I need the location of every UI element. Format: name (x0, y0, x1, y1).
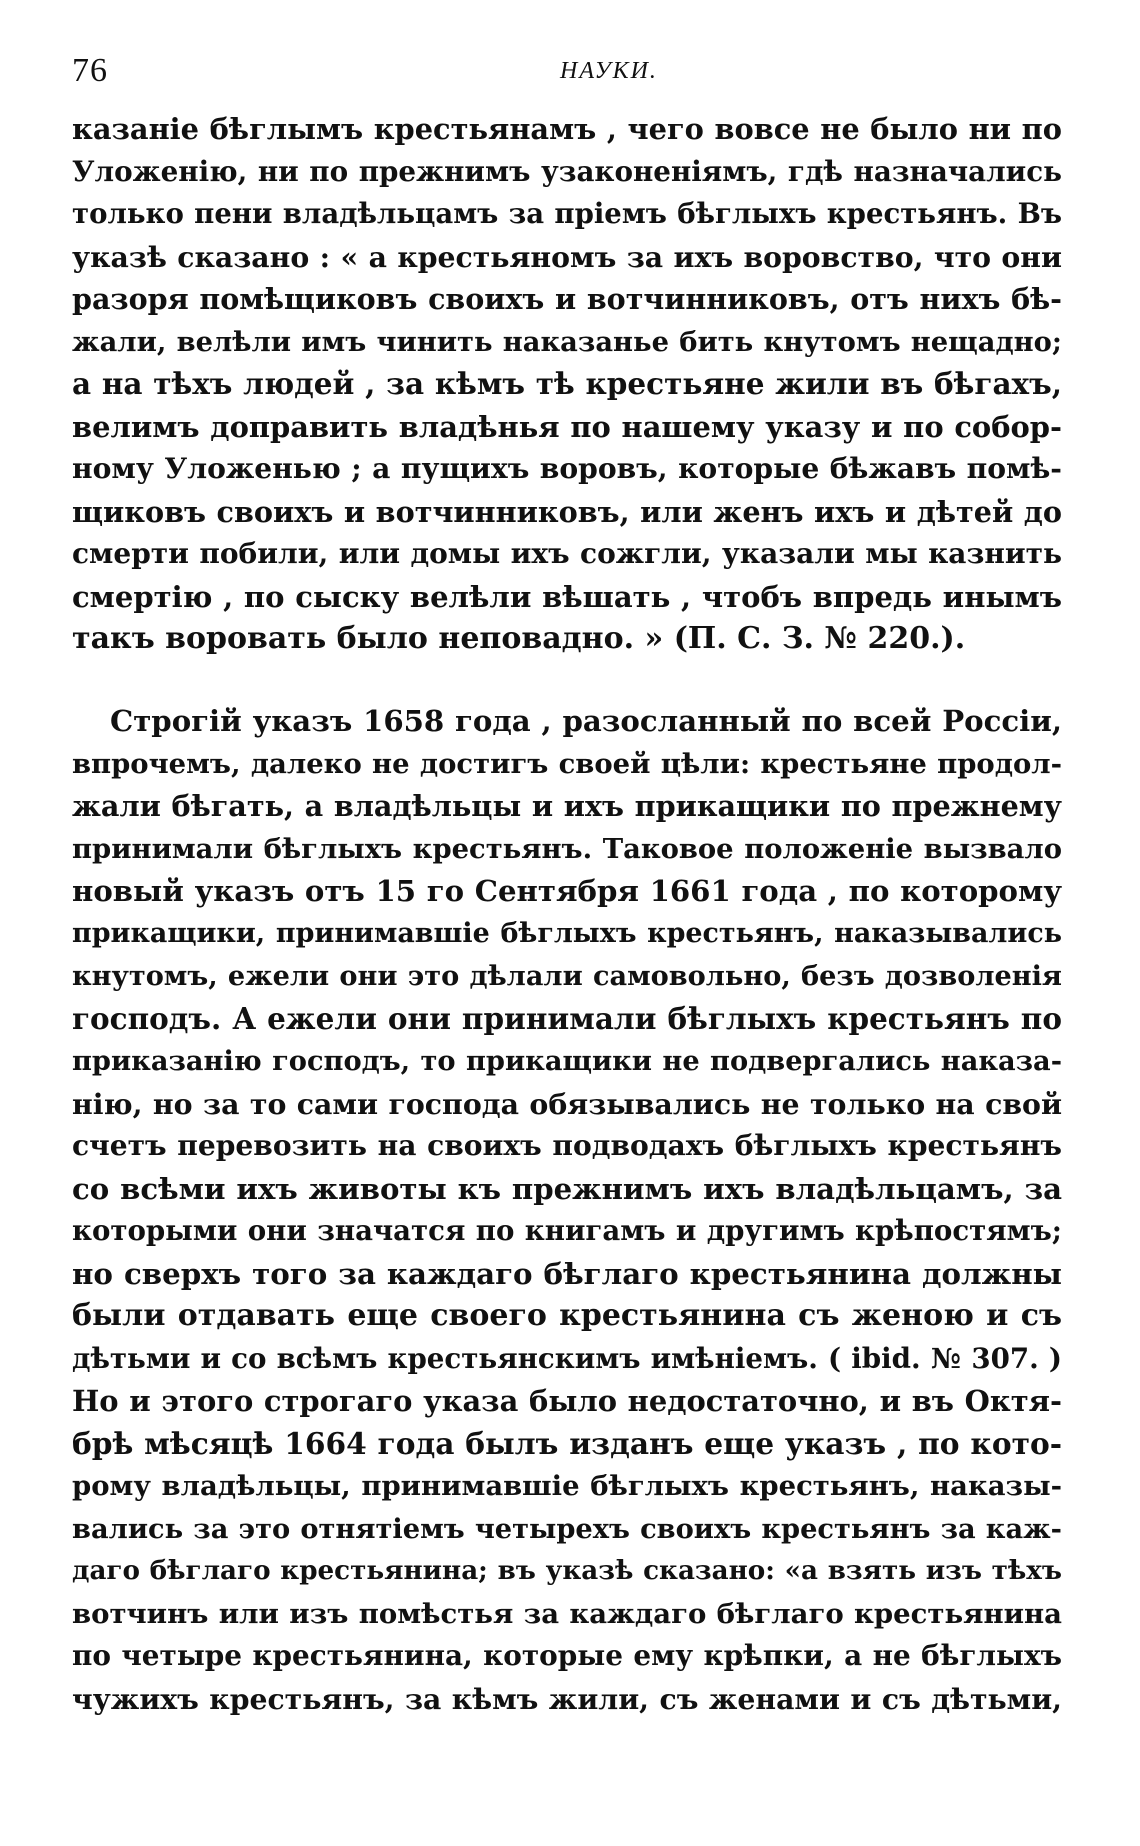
text-line: Строгій указъ 1658 года , разосланный по всей Россіи, (110, 704, 1062, 738)
text-line: казаніе бѣглымъ крестьянамъ , чего вовсе не было ни по (72, 112, 1062, 146)
text-line: смертію , по сыску велѣли вѣшать , чтобъ впредь инымъ (72, 579, 1062, 614)
text-line: дѣтьми и со всѣмъ крестьянскимъ имѣніемъ. ( ibid. № 307. ) (72, 1341, 1062, 1375)
text-line: только пени владѣльцамъ за пріемъ бѣглыхъ крестьянъ. Въ (72, 198, 1062, 230)
text-line: рому владѣльцы, принимавшіе бѣглыхъ крестьянъ, наказы- (72, 1470, 1062, 1502)
text-line: жали бѣгать, а владѣльцы и ихъ прикащики по прежнему (72, 789, 1062, 823)
text-line: указѣ сказано : « а крестьяномъ за ихъ воровство, что они (72, 239, 1062, 274)
text-line: были отдавать еще своего крестьянина съ женою и съ (72, 1298, 1062, 1333)
text-line: впрочемъ, далеко не достигъ своей цѣли: крестьяне продол- (72, 747, 1062, 780)
text-line: счетъ перевозить на своихъ подводахъ бѣглыхъ крестьянъ (72, 1129, 1062, 1162)
text-line: кнутомъ, ежели они это дѣлали самовольно, безъ дозволенія (72, 960, 1062, 992)
text-line: а на тѣхъ людей , за кѣмъ тѣ крестьяне жили въ бѣгахъ, (72, 366, 1062, 401)
text-line: смерти побили, или домы ихъ сожгли, указали мы казнить (72, 537, 1062, 570)
paragraph-2 (72, 700, 1062, 1720)
text-line: жали, велѣли имъ чинить наказанье бить кнутомъ нещадно; (72, 325, 1062, 358)
text-line: брѣ мѣсяцѣ 1664 года былъ изданъ еще указъ , по кото- (72, 1425, 1062, 1461)
text-line: по четыре крестьянина, которые ему крѣпки, а не бѣглыхъ (72, 1639, 1062, 1672)
paragraph-1 (72, 108, 1062, 661)
text-line: вотчинъ или изъ помѣстья за каждаго бѣглаго крестьянина (72, 1597, 1062, 1630)
text-line: приказанію господъ, то прикащики не подвергались наказа- (72, 1045, 1062, 1077)
running-head: НАУКИ. (560, 58, 658, 84)
text-line: чужихъ крестьянъ, за кѣмъ жили, съ женами и съ дѣтьми, (72, 1681, 1062, 1716)
text-line: которыми они значатся по книгамъ и другимъ крѣпостямъ; (72, 1214, 1062, 1247)
text-line: принимали бѣглыхъ крестьянъ. Таковое положеніе вызвало (72, 832, 1062, 865)
text-line: ному Уложенью ; а пущихъ воровъ, которые бѣжавъ помѣ- (72, 452, 1062, 485)
text-line: щиковъ своихъ и вотчинниковъ, или женъ ихъ и дѣтей до (72, 494, 1062, 529)
text-line: со всѣми ихъ животы къ прежнимъ ихъ владѣльцамъ, за (72, 1171, 1062, 1206)
text-line: новый указъ отъ 15 го Сентября 1661 года , по которому (72, 874, 1062, 908)
text-line: но сверхъ того за каждаго бѣглаго крестьянина должны (72, 1255, 1062, 1291)
text-line: даго бѣглаго крестьянина; въ указѣ сказано: «а взять изъ тѣхъ (72, 1555, 1062, 1586)
text-line: Но и этого строгаго указа было недостаточно, и въ Октя- (72, 1384, 1062, 1418)
text-line: прикащики, принимавшіе бѣглыхъ крестьянъ, наказывались (72, 917, 1062, 949)
page-header (72, 52, 1062, 92)
text-line: Уложенію, ни по прежнимъ узаконеніямъ, гдѣ назначались (72, 154, 1062, 188)
text-line: разоря помѣщиковъ своихъ и вотчинниковъ, отъ нихъ бѣ- (72, 282, 1062, 316)
page-number: 76 (72, 52, 108, 89)
text-line: нію, но за то сами господа обязывались не только на свой (72, 1086, 1062, 1121)
text-line: господъ. А ежели они принимали бѣглыхъ крестьянъ по (72, 1000, 1062, 1036)
text-line: велимъ доправить владѣнья по нашему указу и по собор- (72, 409, 1062, 444)
text-line: такъ воровать было неповадно. » (П. С. З. № 220.). (72, 621, 966, 656)
text-line: вались за это отнятіемъ четырехъ своихъ крестьянъ за каж- (72, 1512, 1062, 1545)
